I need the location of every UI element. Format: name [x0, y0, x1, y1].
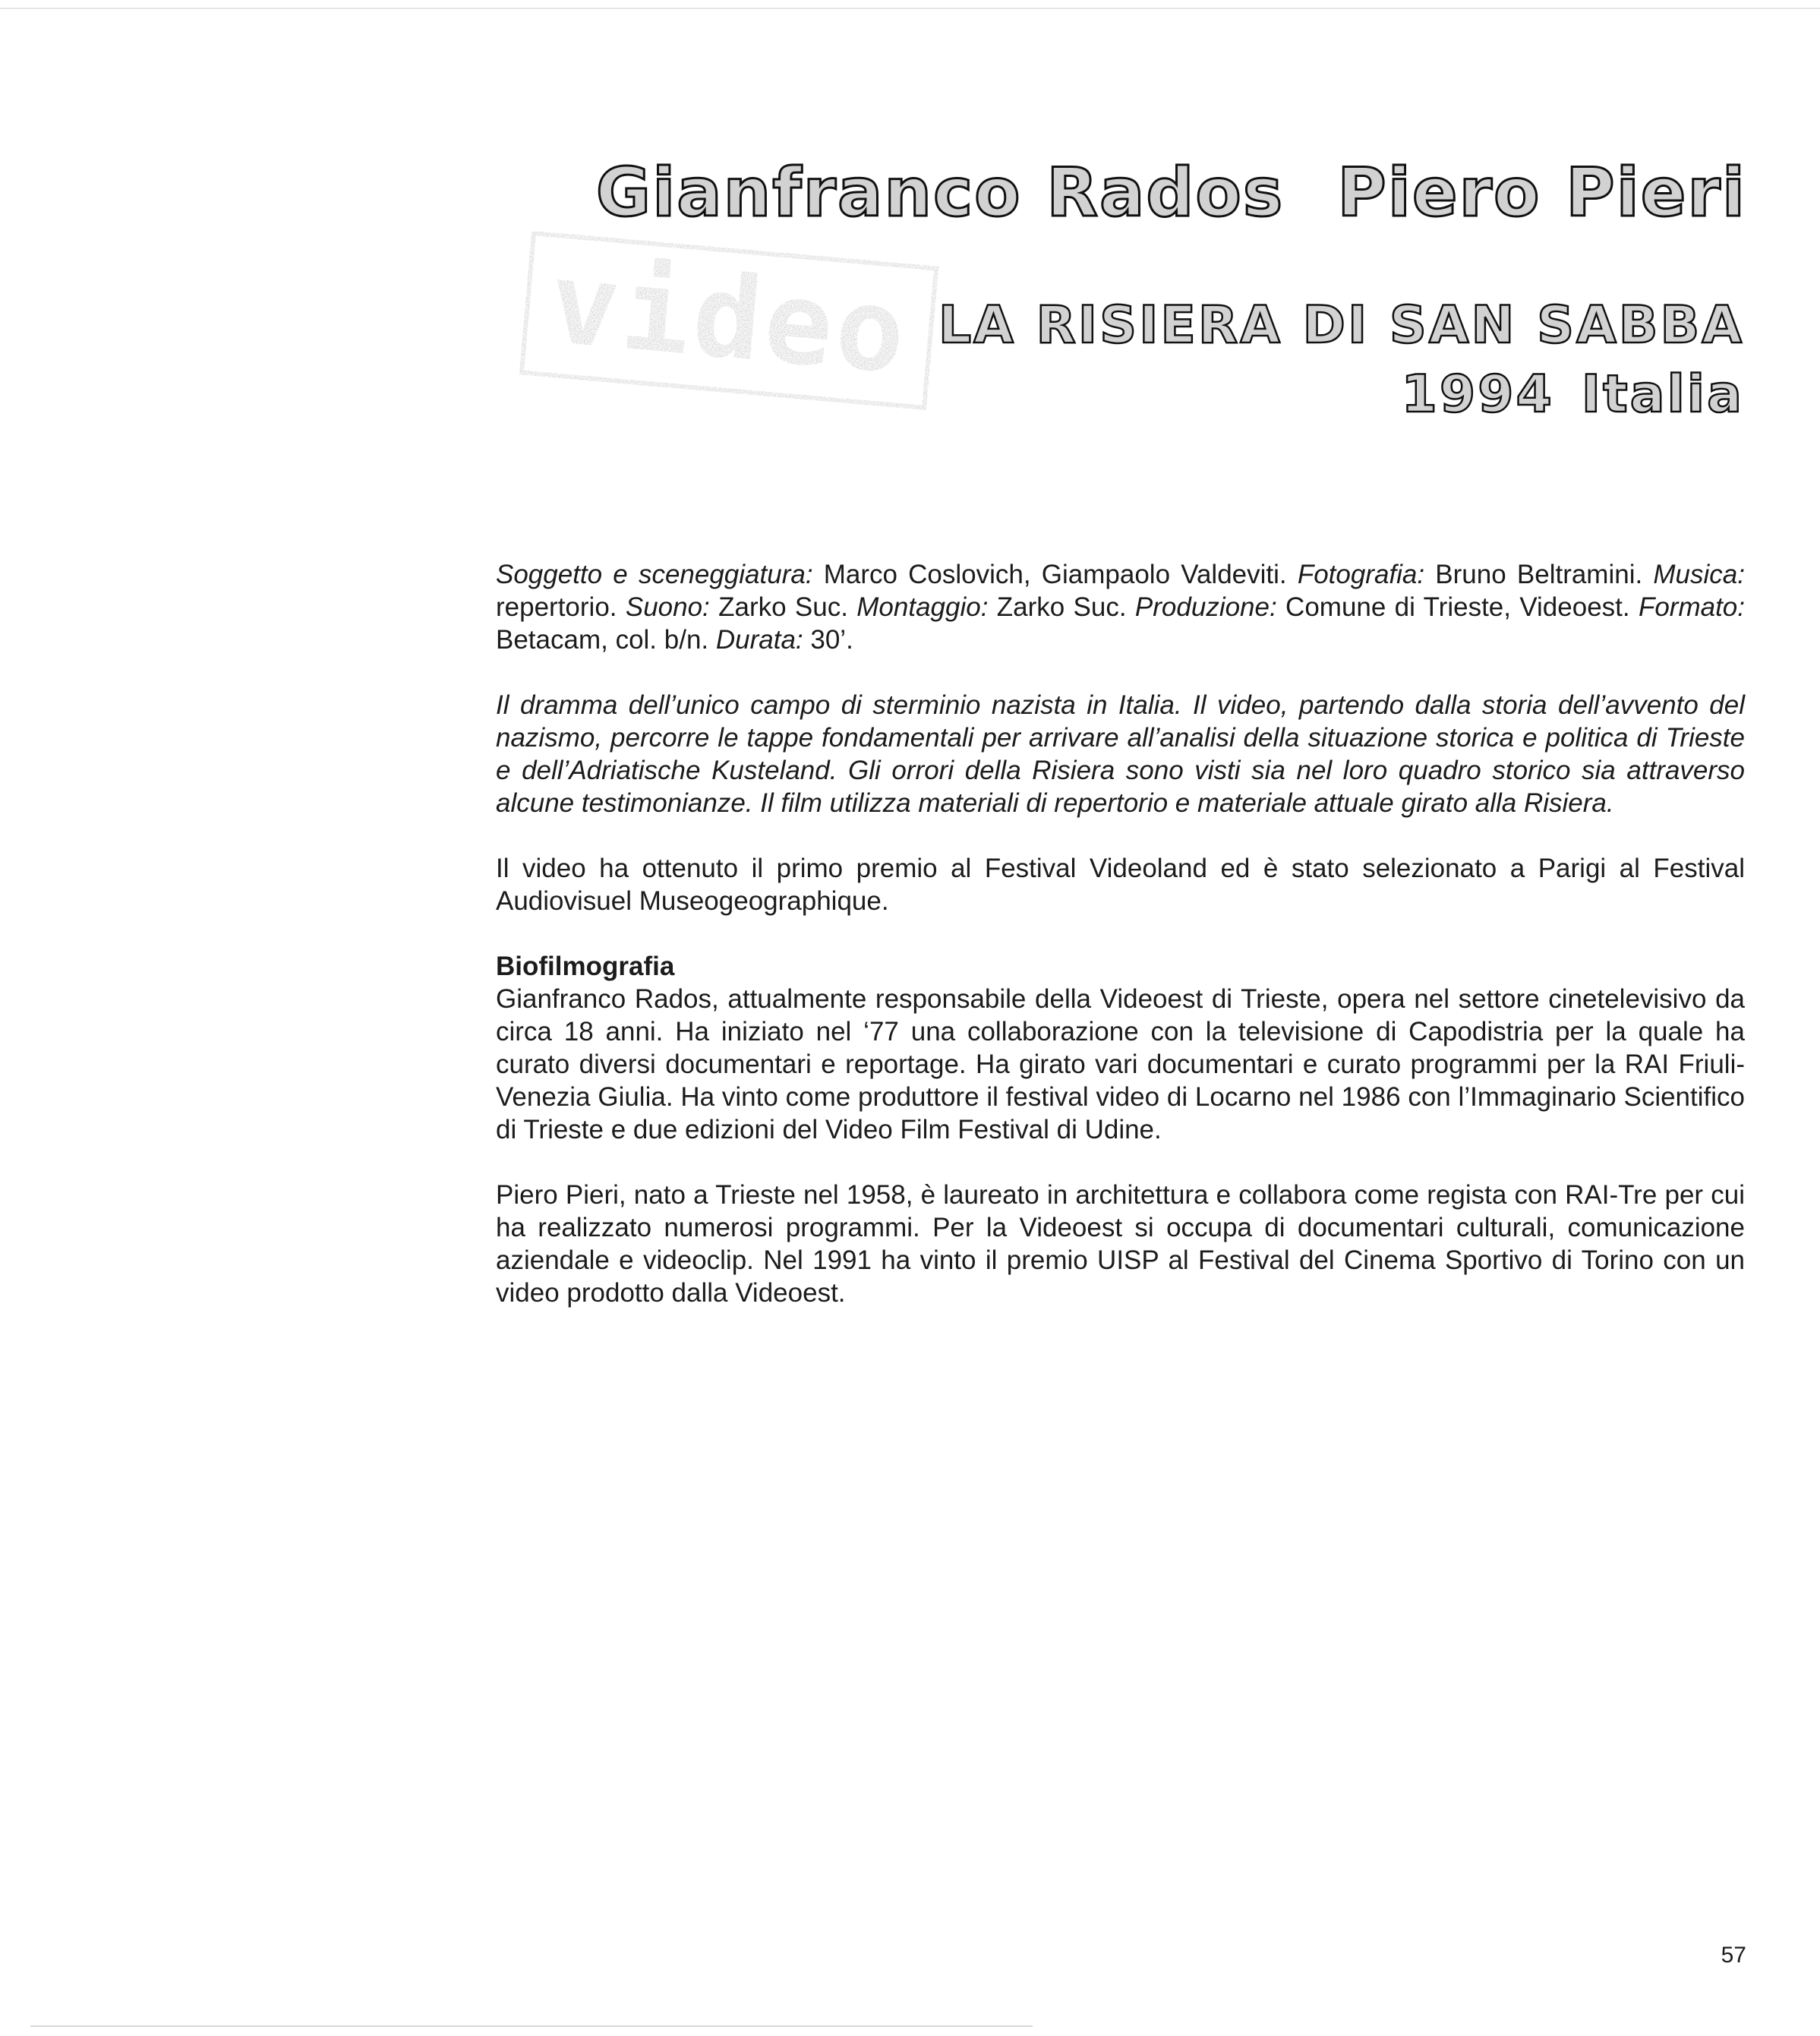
synopsis-paragraph: Il dramma dell’unico campo di sterminio nazista in Italia. Il video, partendo dalla storia dell’avvento del nazismo, percorre le tappe fondamentali per arrivare all’analisi della situazione storica e politica di Trieste e dell’Adriatische Kusteland. Gli orrori della Risiera sono visti sia nel loro quadro storico sia attraverso alcune testimonianze. Il film utilizza materiali di repertorio e materiale attuale girato alla Risiera.	[496, 690, 1745, 818]
film-title: LA RISIERA DI SAN SABBA	[938, 295, 1744, 355]
film-country: Italia	[1581, 365, 1744, 425]
credit-value: repertorio.	[496, 592, 626, 622]
author-pieri: Piero Pieri	[1337, 153, 1746, 232]
credit-label: Formato:	[1638, 592, 1745, 622]
award-paragraph: Il video ha ottenuto il primo premio al Festival Videoland ed è stato selezionato a Parigi al Festival Audiovisuel Museogeographique.	[496, 854, 1745, 916]
credit-label: Montaggio:	[856, 592, 989, 622]
credit-label: Suono:	[625, 592, 710, 622]
credit-value: 30’.	[803, 625, 853, 655]
authors-heading	[402, 153, 1746, 232]
bottom-divider	[30, 2025, 1033, 2027]
credit-value: Zarko Suc.	[988, 592, 1135, 622]
film-year: 1994	[1401, 365, 1554, 425]
credit-value: Zarko Suc.	[709, 592, 857, 622]
credit-label: Fotografia:	[1297, 560, 1425, 589]
credit-label: Durata:	[715, 625, 803, 655]
year-country-line	[1063, 365, 1744, 425]
credits-paragraph	[496, 558, 1745, 656]
page-number: 57	[1721, 1943, 1746, 1968]
credit-value: Comune di Trieste, Videoest.	[1276, 592, 1639, 622]
author-rados: Gianfranco Rados	[595, 153, 1285, 232]
credit-label: Produzione:	[1134, 592, 1277, 622]
bio-rados-paragraph: Gianfranco Rados, attualmente responsabile della Videoest di Trieste, opera nel settore cinetelevisivo da circa 18 anni. Ha iniziato nel ‘77 una collaborazione con la televisione di Capodistria per la quale ha curato diversi documentari e reportage. Ha girato vari documentari e curato programmi per la RAI Friuli-Venezia Giulia. Ha vinto come produttore il festival video di Locarno nel 1986 con l’Immaginario Scientifico di Trieste e due edizioni del Video Film Festival di Udine.	[496, 984, 1745, 1144]
biofilmografia-heading: Biofilmografia	[496, 952, 675, 981]
credit-value: Bruno Beltramini.	[1424, 560, 1654, 589]
stamp-text: video	[544, 236, 913, 400]
credit-value: Marco Coslovich, Giampaolo Valdeviti.	[812, 560, 1298, 589]
article-body	[496, 558, 1745, 1309]
credit-value: Betacam, col. b/n.	[496, 625, 716, 655]
top-divider	[0, 8, 1820, 9]
credit-label: Soggetto e sceneggiatura:	[496, 560, 813, 589]
credit-label: Musica:	[1653, 560, 1745, 589]
bio-pieri-paragraph: Piero Pieri, nato a Trieste nel 1958, è laureato in architettura e collabora come regista con RAI-Tre per cui ha realizzato numerosi programmi. Per la Videoest si occupa di documentari culturali, comunicazione aziendale e videoclip. Nel 1991 ha vinto il premio UISP al Festival del Cinema Sportivo di Torino con un video prodotto dalla Videoest.	[496, 1180, 1745, 1308]
